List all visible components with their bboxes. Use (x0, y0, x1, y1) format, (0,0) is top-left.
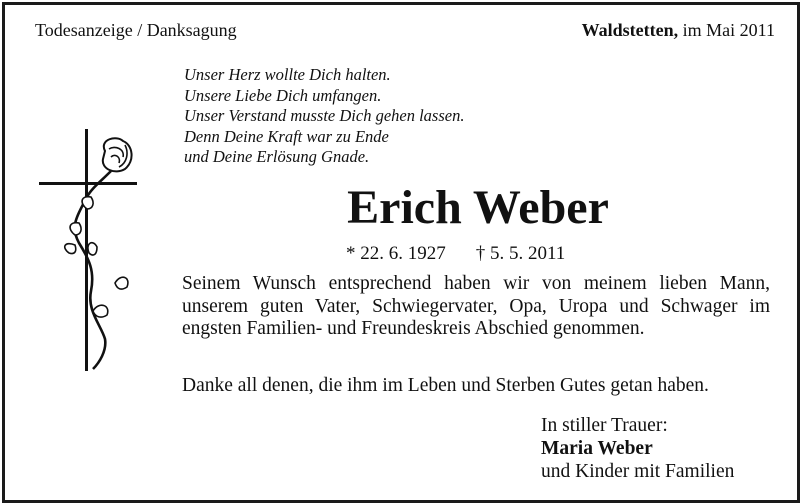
poem-line: Unser Herz wollte Dich halten. (184, 65, 391, 84)
poem-line: Unsere Liebe Dich umfangen. (184, 85, 382, 105)
death-date: † 5. 5. 2011 (475, 243, 566, 264)
place: Waldstetten, (581, 20, 679, 40)
birth-date: * 22. 6. 1927 (346, 243, 446, 264)
poem (184, 65, 464, 168)
signature-name: Maria Weber (541, 438, 653, 459)
thanks-text: Danke all denen, die ihm im Leben und Sterben Gutes getan haben. (182, 375, 709, 396)
poem-line: Unser Verstand musste Dich gehen lassen. (184, 106, 465, 125)
announcement-text (182, 273, 770, 341)
poem-line: und Deine Erlösung Gnade. (184, 147, 370, 166)
signature-family: und Kinder mit Familien (541, 461, 735, 482)
place-date (582, 20, 775, 41)
obituary-card (2, 2, 800, 503)
poem-line: Denn Deine Kraft war zu Ende (184, 126, 389, 146)
life-dates (346, 243, 565, 265)
signature-block (541, 414, 734, 483)
notice-type: Todesanzeige / Danksagung (35, 20, 237, 40)
announcement-paragraph: Seinem Wunsch entsprechend haben wir von meinem lieben Mann, unserem guten Vater, Schwiegervater, Opa, Uropa und Schwager im engsten Familien- und Freundeskreis Abschied genommen. (182, 273, 770, 339)
date: im Mai 2011 (682, 20, 775, 40)
signature-intro: In stiller Trauer: (541, 415, 668, 436)
cross-with-rose-icon (39, 125, 149, 375)
deceased-name: Erich Weber (347, 181, 609, 234)
